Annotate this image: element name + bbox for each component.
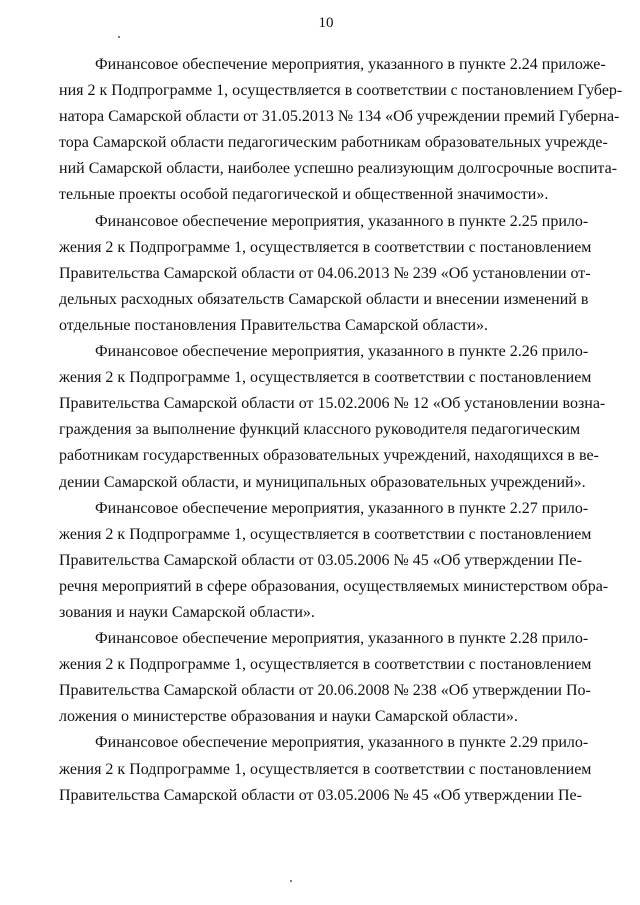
text-line: ния 2 к Подпрограмме 1, осуществляется в соответствии с постановлением Губер-	[59, 82, 623, 100]
text-line: Правительства Самарской области от 03.05.2006 № 45 «Об утверждении Пе-	[59, 551, 582, 569]
text-line: зования и науки Самарской области».	[59, 603, 315, 621]
text-line: отдельные постановления Правительства Самарской области».	[59, 316, 489, 334]
text-line: Правительства Самарской области от 15.02.2006 № 12 «Об установлении возна-	[59, 395, 606, 413]
text-line: жения 2 к Подпрограмме 1, осуществляется в соответствии с постановлением	[59, 760, 592, 778]
page-number: 10	[318, 15, 334, 31]
text-line: Правительства Самарской области от 03.05.2006 № 45 «Об утверждении Пе-	[59, 786, 582, 804]
document-body	[59, 52, 623, 809]
text-line: жения 2 к Подпрограмме 1, осуществляется в соответствии с постановлением	[59, 525, 592, 543]
scan-speck	[290, 880, 292, 882]
text-line: дении Самарской области, и муниципальных образовательных учреждений».	[59, 473, 586, 491]
paragraph-2-25	[59, 209, 592, 339]
paragraph-2-29	[59, 730, 592, 808]
text-line: граждения за выполнение функций классного руководителя педагогическим	[59, 421, 581, 439]
text-line: ний Самарской области, наиболее успешно реализующим долгосрочные воспита-	[59, 160, 618, 178]
text-line: Финансовое обеспечение мероприятия, указанного в пункте 2.25 прило-	[95, 212, 589, 230]
text-line: Финансовое обеспечение мероприятия, указанного в пункте 2.26 прило-	[95, 343, 589, 361]
text-line: тельные проекты особой педагогической и общественной значимости».	[59, 186, 549, 204]
text-line: ложения о министерстве образования и науки Самарской области».	[59, 708, 518, 726]
paragraph-2-27	[59, 496, 609, 626]
text-line: натора Самарской области от 31.05.2013 № 134 «Об учреждении премий Губерна-	[59, 108, 620, 126]
text-line: Финансовое обеспечение мероприятия, указанного в пункте 2.24 приложе-	[95, 56, 606, 73]
text-line: жения 2 к Подпрограмме 1, осуществляется в соответствии с постановлением	[59, 656, 592, 674]
text-line: тора Самарской области педагогическим работникам образовательных учрежде-	[59, 134, 608, 152]
text-line: Финансовое обеспечение мероприятия, указанного в пункте 2.29 прило-	[95, 734, 589, 752]
paragraph-2-24	[59, 52, 623, 209]
text-line: речня мероприятий в сфере образования, осуществляемых министерством обра-	[59, 577, 609, 595]
scan-speck	[118, 36, 120, 38]
text-line: дельных расходных обязательств Самарской области и внесении изменений в	[59, 290, 589, 308]
text-line: жения 2 к Подпрограмме 1, осуществляется в соответствии с постановлением	[59, 369, 592, 387]
paragraph-2-28	[59, 626, 592, 730]
text-line: Правительства Самарской области от 04.06.2013 № 239 «Об установлении от-	[59, 264, 591, 282]
text-line: Финансовое обеспечение мероприятия, указанного в пункте 2.27 прило-	[95, 499, 589, 517]
text-line: Финансовое обеспечение мероприятия, указанного в пункте 2.28 прило-	[95, 630, 589, 648]
text-line: Правительства Самарской области от 20.06.2008 № 238 «Об утверждении По-	[59, 682, 591, 700]
text-line: жения 2 к Подпрограмме 1, осуществляется в соответствии с постановлением	[59, 238, 592, 256]
paragraph-2-26	[59, 339, 606, 496]
text-line: работникам государственных образовательных учреждений, находящихся в ве-	[59, 447, 599, 465]
